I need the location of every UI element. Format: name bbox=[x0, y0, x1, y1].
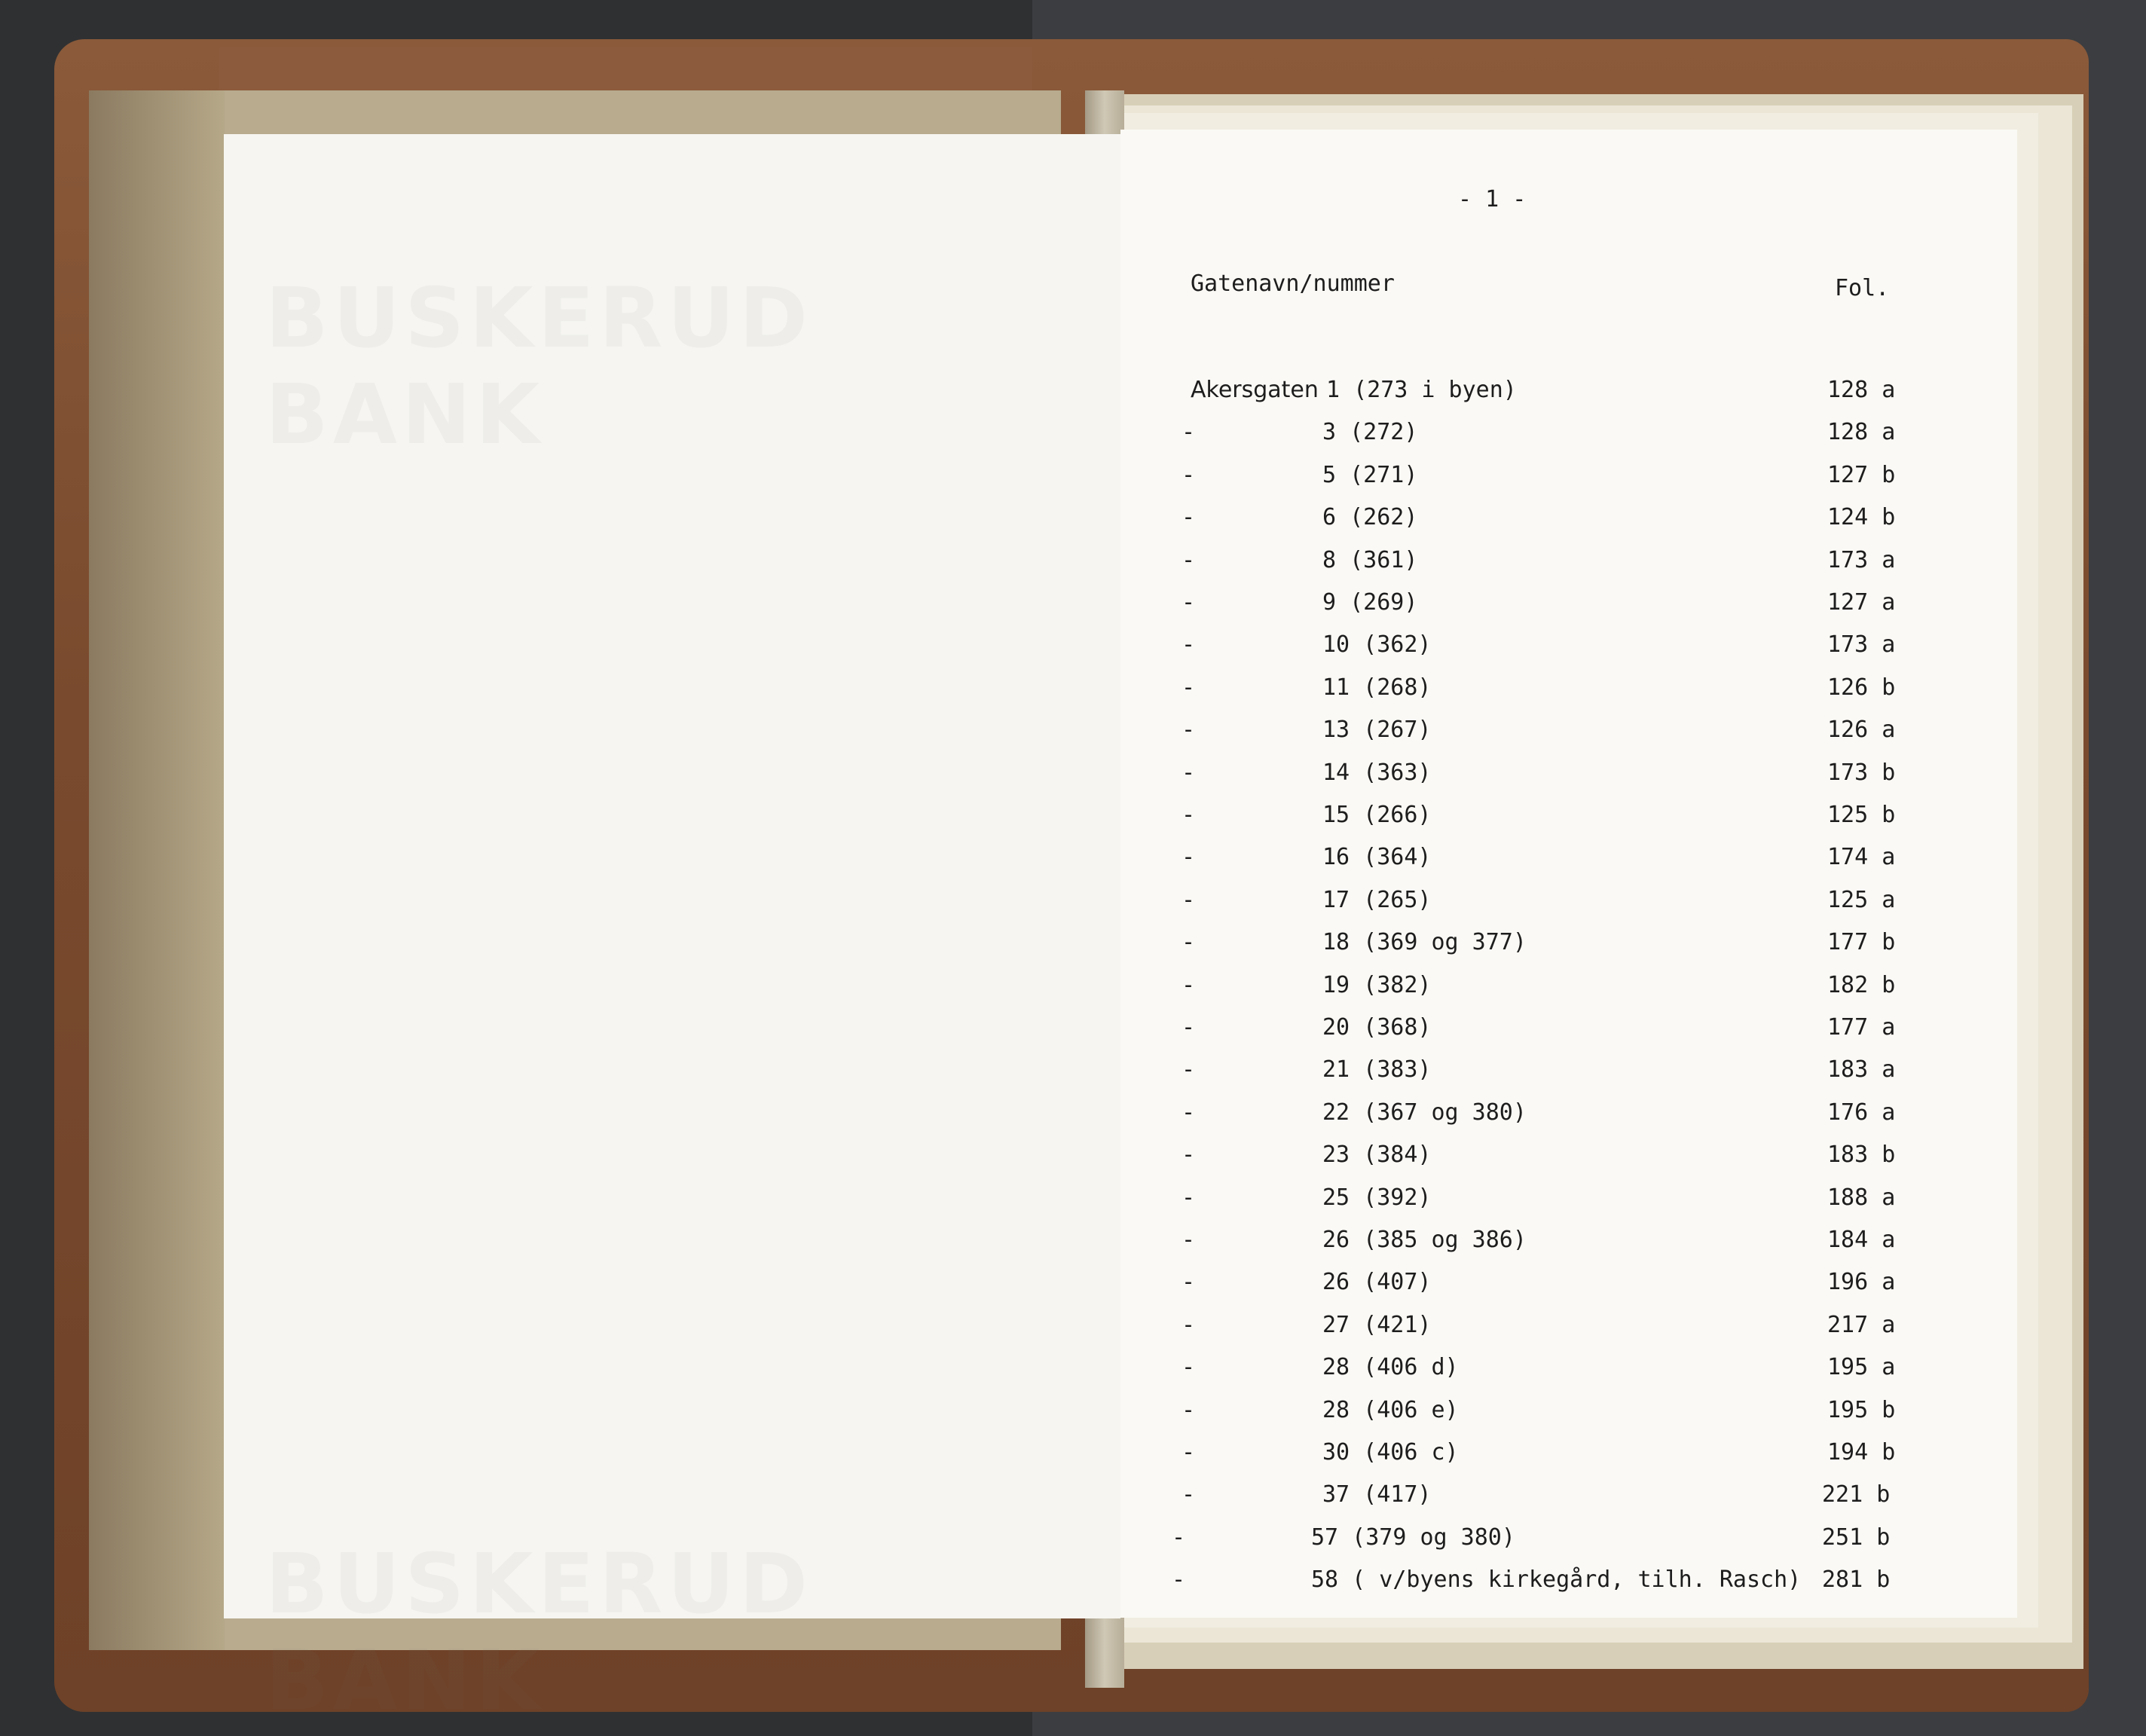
row-ditto-mark: - bbox=[1182, 1354, 1196, 1380]
row-ditto-mark: - bbox=[1182, 1056, 1196, 1083]
row-ditto-mark: - bbox=[1182, 547, 1196, 573]
row-ditto-mark: - bbox=[1182, 1481, 1196, 1508]
row-ditto-mark: - bbox=[1182, 631, 1196, 658]
row-house-number: 30 (406 c) bbox=[1322, 1439, 1459, 1466]
row-house-number: 20 (368) bbox=[1322, 1014, 1432, 1041]
row-ditto-mark: - bbox=[1182, 1014, 1196, 1041]
row-house-number: 11 (268) bbox=[1322, 674, 1432, 701]
street-name: Akersgaten bbox=[1191, 377, 1319, 403]
row-house-number: 5 (271) bbox=[1322, 462, 1418, 488]
row-folio: 183 a bbox=[1827, 1056, 1896, 1083]
page-number: - 1 - bbox=[1458, 186, 1527, 212]
row-ditto-mark: - bbox=[1182, 1269, 1196, 1295]
row-folio: 195 b bbox=[1827, 1397, 1896, 1423]
row-ditto-mark: - bbox=[1182, 929, 1196, 955]
row-folio: 125 b bbox=[1827, 802, 1896, 828]
row-house-number: 28 (406 d) bbox=[1322, 1354, 1459, 1380]
row-folio: 177 a bbox=[1827, 1014, 1896, 1041]
row-ditto-mark: - bbox=[1182, 1184, 1196, 1211]
row-house-number: 14 (363) bbox=[1322, 760, 1432, 786]
row-house-number: 13 (267) bbox=[1322, 717, 1432, 743]
column-header-folio: Fol. bbox=[1835, 275, 1890, 301]
row-house-number: 21 (383) bbox=[1322, 1056, 1432, 1083]
row-folio: 195 a bbox=[1827, 1354, 1896, 1380]
row-folio: 173 a bbox=[1827, 547, 1896, 573]
row-folio: 281 b bbox=[1822, 1566, 1891, 1593]
row-folio: 194 b bbox=[1827, 1439, 1896, 1466]
row-folio: 173 a bbox=[1827, 631, 1896, 658]
row-folio: 176 a bbox=[1827, 1099, 1896, 1126]
row-folio: 184 a bbox=[1827, 1227, 1896, 1253]
row-folio: 196 a bbox=[1827, 1269, 1896, 1295]
row-house-number: 19 (382) bbox=[1322, 972, 1432, 998]
index-page bbox=[1120, 130, 2017, 1618]
row-house-number: 28 (406 e) bbox=[1322, 1397, 1459, 1423]
left-blank-sheet bbox=[224, 134, 1120, 1728]
row-house-number: 37 (417) bbox=[1322, 1481, 1432, 1508]
row-folio: 221 b bbox=[1822, 1481, 1891, 1508]
row-house-number: 25 (392) bbox=[1322, 1184, 1432, 1211]
row-house-number: 22 (367 og 380) bbox=[1322, 1099, 1527, 1126]
row-folio: 251 b bbox=[1822, 1524, 1891, 1551]
row-ditto-mark: - bbox=[1182, 717, 1196, 743]
row-ditto-mark: - bbox=[1172, 1566, 1186, 1593]
row-folio: 128 a bbox=[1827, 419, 1896, 445]
row-folio: 127 a bbox=[1827, 589, 1896, 616]
row-house-number: 8 (361) bbox=[1322, 547, 1418, 573]
row-folio: 217 a bbox=[1827, 1312, 1896, 1338]
row-house-number: 16 (364) bbox=[1322, 844, 1432, 870]
row-house-number: 9 (269) bbox=[1322, 589, 1418, 616]
row-house-number: 27 (421) bbox=[1322, 1312, 1432, 1338]
row-ditto-mark: - bbox=[1182, 1397, 1196, 1423]
row-house-number: 6 (262) bbox=[1322, 504, 1418, 530]
row-ditto-mark: - bbox=[1182, 1099, 1196, 1126]
row-house-number: 15 (266) bbox=[1322, 802, 1432, 828]
row-house-number: 10 (362) bbox=[1322, 631, 1432, 658]
row-ditto-mark: - bbox=[1172, 1524, 1186, 1551]
row-house-number: 17 (265) bbox=[1322, 887, 1432, 913]
row-ditto-mark: - bbox=[1182, 844, 1196, 870]
column-header-street: Gatenavn/nummer bbox=[1191, 270, 1395, 297]
row-ditto-mark: - bbox=[1182, 504, 1196, 530]
watermark-bottom: BUSKERUD BANK bbox=[265, 1536, 813, 1728]
row-folio: 177 b bbox=[1827, 929, 1896, 955]
row-folio: 126 b bbox=[1827, 674, 1896, 701]
row-folio: 128 a bbox=[1827, 377, 1896, 403]
left-endpaper-shadow bbox=[89, 90, 225, 1650]
row-ditto-mark: - bbox=[1182, 674, 1196, 701]
row-ditto-mark: - bbox=[1182, 1227, 1196, 1253]
row-ditto-mark: - bbox=[1182, 589, 1196, 616]
row-house-number: 1 (273 i byen) bbox=[1326, 377, 1517, 403]
row-folio: 183 b bbox=[1827, 1142, 1896, 1168]
row-folio: 127 b bbox=[1827, 462, 1896, 488]
row-ditto-mark: - bbox=[1182, 760, 1196, 786]
row-ditto-mark: - bbox=[1182, 462, 1196, 488]
row-house-number: 58 ( v/byens kirkegård, tilh. Rasch) bbox=[1311, 1566, 1802, 1593]
row-house-number: 26 (407) bbox=[1322, 1269, 1432, 1295]
row-ditto-mark: - bbox=[1182, 887, 1196, 913]
row-folio: 174 a bbox=[1827, 844, 1896, 870]
row-house-number: 18 (369 og 377) bbox=[1322, 929, 1527, 955]
row-house-number: 23 (384) bbox=[1322, 1142, 1432, 1168]
row-house-number: 26 (385 og 386) bbox=[1322, 1227, 1527, 1253]
row-ditto-mark: - bbox=[1182, 972, 1196, 998]
row-folio: 124 b bbox=[1827, 504, 1896, 530]
row-folio: 125 a bbox=[1827, 887, 1896, 913]
row-house-number: 3 (272) bbox=[1322, 419, 1418, 445]
row-folio: 188 a bbox=[1827, 1184, 1896, 1211]
row-ditto-mark: - bbox=[1182, 1439, 1196, 1466]
row-folio: 173 b bbox=[1827, 760, 1896, 786]
row-folio: 182 b bbox=[1827, 972, 1896, 998]
row-house-number: 57 (379 og 380) bbox=[1311, 1524, 1515, 1551]
row-ditto-mark: - bbox=[1182, 802, 1196, 828]
watermark-top: BUSKERUD BANK bbox=[265, 270, 813, 463]
row-folio: 126 a bbox=[1827, 717, 1896, 743]
row-ditto-mark: - bbox=[1182, 1312, 1196, 1338]
row-ditto-mark: - bbox=[1182, 1142, 1196, 1168]
row-ditto-mark: - bbox=[1182, 419, 1196, 445]
